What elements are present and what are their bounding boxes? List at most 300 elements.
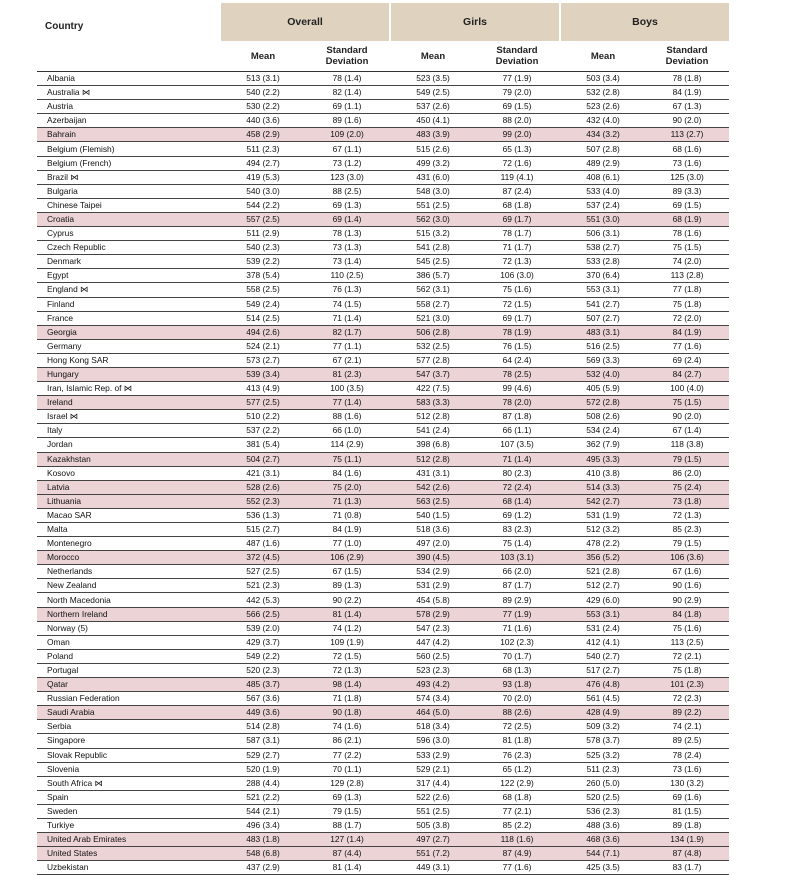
overall-mean-cell: 520 (2.3) bbox=[221, 663, 305, 677]
girls-mean-cell: 542 (2.6) bbox=[391, 480, 475, 494]
girls-mean-cell: 450 (4.1) bbox=[391, 114, 475, 128]
table-row bbox=[37, 382, 729, 396]
girls-sd-cell: 72 (1.6) bbox=[475, 156, 559, 170]
boys-mean-cell: 551 (3.0) bbox=[561, 212, 645, 226]
girls-mean-cell: 558 (2.7) bbox=[391, 297, 475, 311]
girls-sd-cell: 77 (1.6) bbox=[475, 861, 559, 875]
overall-sd-cell: 69 (1.3) bbox=[305, 790, 389, 804]
overall-sd-cell: 74 (1.5) bbox=[305, 297, 389, 311]
boys-mean-cell: 476 (4.8) bbox=[561, 678, 645, 692]
overall-mean-cell: 577 (2.5) bbox=[221, 396, 305, 410]
boys-mean-cell: 569 (3.3) bbox=[561, 353, 645, 367]
country-name-cell: Slovenia bbox=[37, 762, 221, 776]
boys-mean-cell: 532 (4.0) bbox=[561, 367, 645, 381]
country-name-cell: Italy bbox=[37, 424, 221, 438]
country-name-cell: Hong Kong SAR bbox=[37, 353, 221, 367]
table-row bbox=[37, 353, 729, 367]
boys-mean-cell: 516 (2.5) bbox=[561, 339, 645, 353]
boys-sd-cell: 75 (1.6) bbox=[645, 621, 729, 635]
table-row bbox=[37, 734, 729, 748]
overall-mean-cell: 511 (2.9) bbox=[221, 227, 305, 241]
country-name-cell: Georgia bbox=[37, 325, 221, 339]
overall-mean-cell: 567 (3.6) bbox=[221, 692, 305, 706]
overall-sd-cell: 88 (1.6) bbox=[305, 410, 389, 424]
overall-mean-cell: 437 (2.9) bbox=[221, 861, 305, 875]
boys-sd-cell: 73 (1.6) bbox=[645, 156, 729, 170]
country-name-cell: Bulgaria bbox=[37, 184, 221, 198]
boys-mean-cell: 412 (4.1) bbox=[561, 635, 645, 649]
overall-sd-cell: 89 (1.3) bbox=[305, 579, 389, 593]
girls-sd-cell: 69 (1.7) bbox=[475, 212, 559, 226]
overall-sd-cell: 69 (1.1) bbox=[305, 100, 389, 114]
girls-sd-cell: 77 (2.1) bbox=[475, 804, 559, 818]
country-name-cell: France bbox=[37, 311, 221, 325]
overall-mean-cell: 573 (2.7) bbox=[221, 353, 305, 367]
table-row bbox=[37, 523, 729, 537]
girls-mean-cell: 563 (2.5) bbox=[391, 494, 475, 508]
table-row bbox=[37, 847, 729, 861]
girls-mean-cell: 583 (3.3) bbox=[391, 396, 475, 410]
boys-sd-cell: 78 (1.8) bbox=[645, 72, 729, 86]
boys-mean-cell: 260 (5.0) bbox=[561, 776, 645, 790]
overall-sd-cell: 110 (2.5) bbox=[305, 269, 389, 283]
boys-mean-cell: 553 (3.1) bbox=[561, 607, 645, 621]
table-row bbox=[37, 128, 729, 142]
overall-sd-cell: 79 (1.5) bbox=[305, 804, 389, 818]
overall-mean-cell: 536 (1.3) bbox=[221, 508, 305, 522]
girls-mean-cell: 398 (6.8) bbox=[391, 438, 475, 452]
boys-mean-cell: 509 (3.2) bbox=[561, 720, 645, 734]
girls-sd-cell: 72 (2.5) bbox=[475, 720, 559, 734]
girls-mean-cell: 515 (2.6) bbox=[391, 142, 475, 156]
girls-sd-cell: 99 (2.0) bbox=[475, 128, 559, 142]
girls-sd-cell: 87 (1.8) bbox=[475, 410, 559, 424]
overall-mean-cell: 372 (4.5) bbox=[221, 551, 305, 565]
girls-sd-cell: 78 (2.5) bbox=[475, 367, 559, 381]
country-name-cell: Netherlands bbox=[37, 565, 221, 579]
overall-sd-cell: 82 (1.7) bbox=[305, 325, 389, 339]
overall-mean-cell: 544 (2.1) bbox=[221, 804, 305, 818]
girls-mean-cell: 386 (5.7) bbox=[391, 269, 475, 283]
boys-sd-cell: 75 (1.8) bbox=[645, 297, 729, 311]
girls-mean-cell: 523 (3.5) bbox=[391, 72, 475, 86]
girls-sd-cell: 72 (1.5) bbox=[475, 297, 559, 311]
girls-mean-cell: 548 (3.0) bbox=[391, 184, 475, 198]
overall-mean-cell: 540 (2.3) bbox=[221, 241, 305, 255]
girls-mean-cell: 549 (2.5) bbox=[391, 86, 475, 100]
boys-mean-cell: 542 (2.7) bbox=[561, 494, 645, 508]
table-row bbox=[37, 635, 729, 649]
overall-sd-cell: 106 (2.9) bbox=[305, 551, 389, 565]
country-name-cell: Bahrain bbox=[37, 128, 221, 142]
girls-mean-cell: 518 (3.4) bbox=[391, 720, 475, 734]
country-name-cell: Kosovo bbox=[37, 466, 221, 480]
boys-mean-cell: 533 (4.0) bbox=[561, 184, 645, 198]
boys-sd-cell: 67 (1.4) bbox=[645, 424, 729, 438]
table-row bbox=[37, 706, 729, 720]
overall-sd-cell: 86 (2.1) bbox=[305, 734, 389, 748]
table-row bbox=[37, 720, 729, 734]
boys-sd-cell: 69 (2.4) bbox=[645, 353, 729, 367]
boys-mean-cell: 425 (3.5) bbox=[561, 861, 645, 875]
country-name-cell: Poland bbox=[37, 649, 221, 663]
country-name-cell: Norway (5) bbox=[37, 621, 221, 635]
country-name-cell: Azerbaijan bbox=[37, 114, 221, 128]
country-name-cell: Uzbekistan bbox=[37, 861, 221, 875]
overall-mean-cell: 528 (2.6) bbox=[221, 480, 305, 494]
overall-sd-cell: 90 (1.8) bbox=[305, 706, 389, 720]
overall-sd-cell: 67 (2.1) bbox=[305, 353, 389, 367]
boys-sd-cell: 90 (2.9) bbox=[645, 593, 729, 607]
table-row bbox=[37, 692, 729, 706]
boys-sd-cell: 75 (1.5) bbox=[645, 396, 729, 410]
overall-mean-cell: 527 (2.5) bbox=[221, 565, 305, 579]
boys-sd-cell: 89 (2.2) bbox=[645, 706, 729, 720]
boys-sd-cell: 125 (3.0) bbox=[645, 170, 729, 184]
girls-mean-cell: 499 (3.2) bbox=[391, 156, 475, 170]
table-row bbox=[37, 607, 729, 621]
boys-mean-cell: 507 (2.8) bbox=[561, 142, 645, 156]
overall-sd-cell: 87 (4.4) bbox=[305, 847, 389, 861]
boys-sd-cell: 72 (1.3) bbox=[645, 508, 729, 522]
overall-mean-cell: 537 (2.2) bbox=[221, 424, 305, 438]
country-name-cell: South Africa ⋈ bbox=[37, 776, 221, 790]
table-row bbox=[37, 142, 729, 156]
boys-mean-cell: 512 (2.7) bbox=[561, 579, 645, 593]
girls-sd-cell: 68 (1.8) bbox=[475, 790, 559, 804]
country-name-cell: Brazil ⋈ bbox=[37, 170, 221, 184]
boys-mean-cell: 531 (1.9) bbox=[561, 508, 645, 522]
girls-mean-cell: 540 (1.5) bbox=[391, 508, 475, 522]
boys-sd-cell: 75 (1.5) bbox=[645, 241, 729, 255]
girls-sd-cell: 66 (1.1) bbox=[475, 424, 559, 438]
boys-sd-cell: 75 (2.4) bbox=[645, 480, 729, 494]
country-name-cell: Northern Ireland bbox=[37, 607, 221, 621]
table-row bbox=[37, 283, 729, 297]
boys-mean-cell: 495 (3.3) bbox=[561, 452, 645, 466]
sd-header bbox=[305, 41, 389, 72]
girls-sd-cell: 75 (1.4) bbox=[475, 537, 559, 551]
overall-mean-cell: 552 (2.3) bbox=[221, 494, 305, 508]
country-name-cell: New Zealand bbox=[37, 579, 221, 593]
overall-mean-cell: 494 (2.6) bbox=[221, 325, 305, 339]
table-row bbox=[37, 114, 729, 128]
girls-sd-cell: 64 (2.4) bbox=[475, 353, 559, 367]
girls-sd-cell: 79 (2.0) bbox=[475, 86, 559, 100]
girls-sd-cell: 65 (1.2) bbox=[475, 762, 559, 776]
table-row bbox=[37, 678, 729, 692]
girls-sd-cell: 76 (2.3) bbox=[475, 748, 559, 762]
boys-mean-cell: 370 (6.4) bbox=[561, 269, 645, 283]
girls-mean-cell: 534 (2.9) bbox=[391, 565, 475, 579]
girls-sd-cell: 71 (1.7) bbox=[475, 241, 559, 255]
country-name-cell: Australia ⋈ bbox=[37, 86, 221, 100]
overall-sd-cell: 71 (1.8) bbox=[305, 692, 389, 706]
girls-mean-cell: 596 (3.0) bbox=[391, 734, 475, 748]
overall-sd-cell: 78 (1.3) bbox=[305, 227, 389, 241]
table-row bbox=[37, 255, 729, 269]
table-row bbox=[37, 184, 729, 198]
overall-mean-cell: 558 (2.5) bbox=[221, 283, 305, 297]
girls-sd-cell: 88 (2.6) bbox=[475, 706, 559, 720]
overall-mean-cell: 587 (3.1) bbox=[221, 734, 305, 748]
table-row bbox=[37, 198, 729, 212]
boys-mean-cell: 488 (3.6) bbox=[561, 818, 645, 832]
overall-sd-cell: 81 (1.4) bbox=[305, 607, 389, 621]
girls-mean-cell: 518 (3.6) bbox=[391, 523, 475, 537]
girls-sd-cell: 72 (1.3) bbox=[475, 255, 559, 269]
girls-sd-cell: 83 (2.3) bbox=[475, 523, 559, 537]
girls-sd-cell: 80 (2.3) bbox=[475, 466, 559, 480]
boys-mean-cell: 468 (3.6) bbox=[561, 833, 645, 847]
girls-mean-cell: 431 (3.1) bbox=[391, 466, 475, 480]
group-header-boys: Boys bbox=[561, 3, 729, 41]
girls-mean-cell: 317 (4.4) bbox=[391, 776, 475, 790]
girls-mean-cell: 483 (3.9) bbox=[391, 128, 475, 142]
girls-sd-cell: 87 (2.4) bbox=[475, 184, 559, 198]
overall-sd-cell: 76 (1.3) bbox=[305, 283, 389, 297]
boys-mean-cell: 537 (2.4) bbox=[561, 198, 645, 212]
girls-sd-cell: 70 (1.7) bbox=[475, 649, 559, 663]
girls-mean-cell: 541 (2.4) bbox=[391, 424, 475, 438]
table-row bbox=[37, 241, 729, 255]
overall-mean-cell: 514 (2.5) bbox=[221, 311, 305, 325]
girls-mean-cell: 497 (2.7) bbox=[391, 833, 475, 847]
girls-mean-cell: 515 (3.2) bbox=[391, 227, 475, 241]
overall-mean-cell: 539 (2.0) bbox=[221, 621, 305, 635]
girls-mean-cell: 562 (3.1) bbox=[391, 283, 475, 297]
boys-sd-cell: 72 (2.0) bbox=[645, 311, 729, 325]
boys-mean-cell: 489 (2.9) bbox=[561, 156, 645, 170]
girls-sd-cell: 71 (1.4) bbox=[475, 452, 559, 466]
table-row bbox=[37, 565, 729, 579]
country-name-cell: Slovak Republic bbox=[37, 748, 221, 762]
overall-mean-cell: 530 (2.2) bbox=[221, 100, 305, 114]
country-name-cell: Montenegro bbox=[37, 537, 221, 551]
boys-mean-cell: 538 (2.7) bbox=[561, 241, 645, 255]
table-row bbox=[37, 466, 729, 480]
boys-sd-cell: 67 (1.3) bbox=[645, 100, 729, 114]
sd-header-line1: Standard bbox=[326, 45, 368, 56]
girls-sd-cell: 103 (3.1) bbox=[475, 551, 559, 565]
boys-mean-cell: 544 (7.1) bbox=[561, 847, 645, 861]
girls-mean-cell: 431 (6.0) bbox=[391, 170, 475, 184]
overall-sd-cell: 70 (1.1) bbox=[305, 762, 389, 776]
table-row bbox=[37, 452, 729, 466]
boys-mean-cell: 541 (2.7) bbox=[561, 297, 645, 311]
boys-sd-cell: 73 (1.6) bbox=[645, 762, 729, 776]
country-name-cell: Albania bbox=[37, 72, 221, 86]
country-name-cell: Israel ⋈ bbox=[37, 410, 221, 424]
overall-sd-cell: 98 (1.4) bbox=[305, 678, 389, 692]
girls-sd-cell: 68 (1.8) bbox=[475, 198, 559, 212]
girls-sd-cell: 106 (3.0) bbox=[475, 269, 559, 283]
overall-sd-cell: 77 (1.1) bbox=[305, 339, 389, 353]
table-row bbox=[37, 297, 729, 311]
girls-mean-cell: 454 (5.8) bbox=[391, 593, 475, 607]
country-name-cell: Turkiye bbox=[37, 818, 221, 832]
country-name-cell: Finland bbox=[37, 297, 221, 311]
boys-sd-cell: 113 (2.7) bbox=[645, 128, 729, 142]
girls-mean-cell: 529 (2.1) bbox=[391, 762, 475, 776]
girls-mean-cell: 447 (4.2) bbox=[391, 635, 475, 649]
sd-header-line1: Standard bbox=[666, 45, 708, 56]
boys-mean-cell: 514 (3.3) bbox=[561, 480, 645, 494]
group-header-overall: Overall bbox=[221, 3, 389, 41]
boys-mean-cell: 410 (3.8) bbox=[561, 466, 645, 480]
boys-mean-cell: 511 (2.3) bbox=[561, 762, 645, 776]
table-row bbox=[37, 480, 729, 494]
girls-sd-cell: 87 (4.9) bbox=[475, 847, 559, 861]
table-row bbox=[37, 804, 729, 818]
boys-sd-cell: 68 (1.6) bbox=[645, 142, 729, 156]
table-row bbox=[37, 339, 729, 353]
overall-mean-cell: 429 (3.7) bbox=[221, 635, 305, 649]
country-name-cell: Portugal bbox=[37, 663, 221, 677]
overall-mean-cell: 548 (6.8) bbox=[221, 847, 305, 861]
girls-mean-cell: 522 (2.6) bbox=[391, 790, 475, 804]
boys-sd-cell: 79 (1.5) bbox=[645, 452, 729, 466]
girls-sd-cell: 93 (1.8) bbox=[475, 678, 559, 692]
country-name-cell: Ireland bbox=[37, 396, 221, 410]
girls-sd-cell: 66 (2.0) bbox=[475, 565, 559, 579]
overall-mean-cell: 524 (2.1) bbox=[221, 339, 305, 353]
overall-mean-cell: 539 (2.2) bbox=[221, 255, 305, 269]
boys-mean-cell: 405 (5.9) bbox=[561, 382, 645, 396]
country-name-cell: North Macedonia bbox=[37, 593, 221, 607]
girls-mean-cell: 497 (2.0) bbox=[391, 537, 475, 551]
country-name-cell: Austria bbox=[37, 100, 221, 114]
girls-mean-cell: 541 (2.8) bbox=[391, 241, 475, 255]
boys-sd-cell: 84 (2.7) bbox=[645, 367, 729, 381]
overall-mean-cell: 529 (2.7) bbox=[221, 748, 305, 762]
girls-mean-cell: 521 (3.0) bbox=[391, 311, 475, 325]
table-row bbox=[37, 593, 729, 607]
girls-mean-cell: 523 (2.3) bbox=[391, 663, 475, 677]
country-name-cell: Lithuania bbox=[37, 494, 221, 508]
boys-mean-cell: 533 (2.8) bbox=[561, 255, 645, 269]
boys-mean-cell: 578 (3.7) bbox=[561, 734, 645, 748]
boys-sd-cell: 78 (1.6) bbox=[645, 227, 729, 241]
boys-mean-cell: 356 (5.2) bbox=[561, 551, 645, 565]
girls-sd-cell: 87 (1.7) bbox=[475, 579, 559, 593]
overall-sd-cell: 71 (0.8) bbox=[305, 508, 389, 522]
overall-mean-cell: 494 (2.7) bbox=[221, 156, 305, 170]
overall-sd-cell: 127 (1.4) bbox=[305, 833, 389, 847]
overall-sd-cell: 77 (2.2) bbox=[305, 748, 389, 762]
girls-mean-cell: 545 (2.5) bbox=[391, 255, 475, 269]
girls-sd-cell: 119 (4.1) bbox=[475, 170, 559, 184]
boys-sd-cell: 69 (1.6) bbox=[645, 790, 729, 804]
country-name-cell: Saudi Arabia bbox=[37, 706, 221, 720]
girls-mean-cell: 449 (3.1) bbox=[391, 861, 475, 875]
overall-sd-cell: 69 (1.3) bbox=[305, 198, 389, 212]
country-name-cell: Russian Federation bbox=[37, 692, 221, 706]
boys-mean-cell: 532 (2.8) bbox=[561, 86, 645, 100]
country-name-cell: Qatar bbox=[37, 678, 221, 692]
boys-sd-cell: 134 (1.9) bbox=[645, 833, 729, 847]
table-row bbox=[37, 508, 729, 522]
country-name-cell: Malta bbox=[37, 523, 221, 537]
table-row bbox=[37, 494, 729, 508]
girls-sd-cell: 78 (1.9) bbox=[475, 325, 559, 339]
overall-mean-cell: 378 (5.4) bbox=[221, 269, 305, 283]
overall-sd-cell: 74 (1.6) bbox=[305, 720, 389, 734]
overall-sd-cell: 90 (2.2) bbox=[305, 593, 389, 607]
girls-sd-cell: 70 (2.0) bbox=[475, 692, 559, 706]
overall-mean-cell: 539 (3.4) bbox=[221, 367, 305, 381]
overall-mean-cell: 413 (4.9) bbox=[221, 382, 305, 396]
table-row bbox=[37, 748, 729, 762]
boys-mean-cell: 503 (3.4) bbox=[561, 72, 645, 86]
mean-header: Mean bbox=[221, 41, 305, 72]
overall-mean-cell: 544 (2.2) bbox=[221, 198, 305, 212]
overall-sd-cell: 66 (1.0) bbox=[305, 424, 389, 438]
overall-sd-cell: 81 (1.4) bbox=[305, 861, 389, 875]
overall-sd-cell: 81 (2.3) bbox=[305, 367, 389, 381]
table-row bbox=[37, 325, 729, 339]
girls-mean-cell: 578 (2.9) bbox=[391, 607, 475, 621]
boys-mean-cell: 432 (4.0) bbox=[561, 114, 645, 128]
overall-sd-cell: 74 (1.2) bbox=[305, 621, 389, 635]
boys-sd-cell: 81 (1.5) bbox=[645, 804, 729, 818]
overall-sd-cell: 72 (1.5) bbox=[305, 649, 389, 663]
table-row bbox=[37, 227, 729, 241]
country-name-cell: Morocco bbox=[37, 551, 221, 565]
girls-mean-cell: 506 (2.8) bbox=[391, 325, 475, 339]
overall-sd-cell: 77 (1.0) bbox=[305, 537, 389, 551]
boys-mean-cell: 517 (2.7) bbox=[561, 663, 645, 677]
overall-mean-cell: 381 (5.4) bbox=[221, 438, 305, 452]
boys-sd-cell: 78 (2.4) bbox=[645, 748, 729, 762]
boys-mean-cell: 434 (3.2) bbox=[561, 128, 645, 142]
girls-sd-cell: 107 (3.5) bbox=[475, 438, 559, 452]
boys-mean-cell: 534 (2.4) bbox=[561, 424, 645, 438]
girls-sd-cell: 68 (1.4) bbox=[475, 494, 559, 508]
overall-mean-cell: 449 (3.6) bbox=[221, 706, 305, 720]
girls-mean-cell: 547 (2.3) bbox=[391, 621, 475, 635]
overall-mean-cell: 510 (2.2) bbox=[221, 410, 305, 424]
overall-sd-cell: 109 (2.0) bbox=[305, 128, 389, 142]
girls-mean-cell: 551 (2.5) bbox=[391, 804, 475, 818]
country-name-cell: Jordan bbox=[37, 438, 221, 452]
country-name-cell: Denmark bbox=[37, 255, 221, 269]
boys-mean-cell: 483 (3.1) bbox=[561, 325, 645, 339]
country-name-cell: Chinese Taipei bbox=[37, 198, 221, 212]
country-name-cell: Croatia bbox=[37, 212, 221, 226]
girls-sd-cell: 68 (1.3) bbox=[475, 663, 559, 677]
overall-mean-cell: 485 (3.7) bbox=[221, 678, 305, 692]
girls-sd-cell: 118 (1.6) bbox=[475, 833, 559, 847]
boys-sd-cell: 87 (4.8) bbox=[645, 847, 729, 861]
overall-sd-cell: 77 (1.4) bbox=[305, 396, 389, 410]
table-row bbox=[37, 311, 729, 325]
boys-sd-cell: 77 (1.8) bbox=[645, 283, 729, 297]
boys-sd-cell: 106 (3.6) bbox=[645, 551, 729, 565]
boys-sd-cell: 84 (1.9) bbox=[645, 325, 729, 339]
overall-sd-cell: 72 (1.3) bbox=[305, 663, 389, 677]
overall-mean-cell: 504 (2.7) bbox=[221, 452, 305, 466]
country-name-cell: Egypt bbox=[37, 269, 221, 283]
girls-sd-cell: 85 (2.2) bbox=[475, 818, 559, 832]
boys-mean-cell: 525 (3.2) bbox=[561, 748, 645, 762]
overall-mean-cell: 520 (1.9) bbox=[221, 762, 305, 776]
overall-mean-cell: 511 (2.3) bbox=[221, 142, 305, 156]
country-name-cell: Czech Republic bbox=[37, 241, 221, 255]
girls-mean-cell: 512 (2.8) bbox=[391, 452, 475, 466]
overall-mean-cell: 521 (2.2) bbox=[221, 790, 305, 804]
girls-mean-cell: 562 (3.0) bbox=[391, 212, 475, 226]
